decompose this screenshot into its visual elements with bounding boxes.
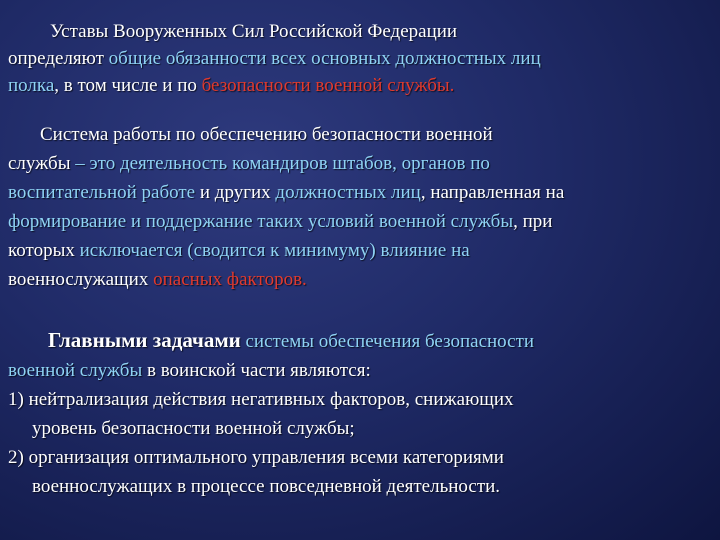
text-span: службы	[8, 153, 71, 174]
text-span: 1) нейтрализация действия негативных факторов, снижающих	[8, 389, 514, 410]
text-span: уровень безопасности военной службы;	[32, 418, 355, 439]
list-item	[8, 385, 714, 414]
text-span: полка	[8, 75, 55, 96]
line	[8, 18, 714, 45]
text-span: исключается (сводится к минимуму) влияние на	[79, 240, 470, 261]
text-span: определяют	[8, 48, 104, 69]
line	[8, 265, 714, 294]
text-span: Уставы Вооруженных Сил Российской Федерации	[50, 21, 458, 42]
text-span: которых	[8, 240, 80, 261]
text-span: формирование и поддержание таких условий военной службы	[8, 211, 514, 232]
text-span: , в том числе и по	[54, 75, 202, 96]
text-span: , при	[513, 211, 553, 232]
list-item-continuation	[8, 414, 714, 443]
text-span: и других	[195, 182, 276, 203]
text-span: должностных лиц	[275, 182, 421, 203]
line	[8, 72, 714, 99]
line	[8, 356, 714, 385]
paragraph-tasks	[8, 326, 714, 501]
text-span: системы обеспечения безопасности	[240, 331, 535, 352]
text-span: опасных факторов.	[153, 269, 307, 290]
paragraph-charters	[8, 18, 714, 99]
line	[8, 326, 714, 356]
text-span: военнослужащих	[8, 269, 154, 290]
text-span: военной службы	[8, 360, 143, 381]
line	[8, 120, 714, 149]
paragraph-system	[8, 120, 714, 294]
text-span: общие обязанности всех основных должностных лиц	[103, 48, 541, 69]
text-span: в воинской части являются:	[142, 360, 371, 381]
text-span: 2) организация оптимального управления всеми категориями	[8, 447, 504, 468]
text-span: Главными задачами	[48, 328, 241, 352]
line	[8, 149, 714, 178]
text-span: Система работы по обеспечению безопасности военной	[40, 124, 493, 145]
line	[8, 207, 714, 236]
text-span: воспитательной работе	[8, 182, 196, 203]
line	[8, 45, 714, 72]
text-span: безопасности военной службы.	[201, 75, 455, 96]
line	[8, 236, 714, 265]
line	[8, 178, 714, 207]
list-item	[8, 443, 714, 472]
list-item-continuation	[8, 472, 714, 501]
text-span: , направленная на	[420, 182, 565, 203]
text-span: – это деятельность командиров штабов, органов по	[70, 153, 490, 174]
text-span: военнослужащих в процессе повседневной деятельности.	[32, 476, 501, 497]
